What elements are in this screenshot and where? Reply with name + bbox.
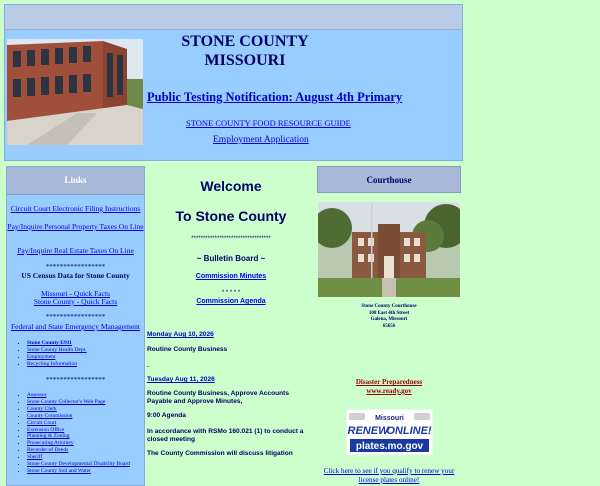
date-label: Monday Aug 10, 2026 bbox=[147, 331, 214, 338]
list-item bbox=[27, 454, 130, 461]
agenda-text-4: In accordance with RSMo 160.021 (1) to conduct a closed meeting bbox=[147, 428, 304, 443]
courthouse-photo bbox=[318, 202, 460, 297]
missouri-quick-facts-link[interactable]: Missouri - Quick Facts bbox=[41, 289, 110, 298]
disaster-preparedness bbox=[317, 378, 461, 396]
e911-link[interactable]: Stone County E911 bbox=[27, 340, 72, 346]
emergency-item bbox=[7, 322, 144, 331]
courthouse-address bbox=[317, 304, 461, 330]
employment-link[interactable]: Employment bbox=[27, 353, 56, 360]
agenda-text-1: Routine County Business bbox=[147, 346, 228, 353]
county-clerk-link[interactable]: County Clerk bbox=[27, 405, 57, 412]
address-street: 108 East 4th Street bbox=[368, 310, 410, 316]
county-commission-link[interactable]: County Commission bbox=[27, 412, 73, 419]
links-heading: Links bbox=[7, 167, 144, 195]
real-estate-tax-item bbox=[7, 246, 144, 255]
bulletin-board-heading: ~ Bulletin Board ~ bbox=[196, 254, 266, 263]
real-estate-tax-link[interactable]: Pay/Inquire Real Estate Taxes On Line bbox=[17, 246, 134, 255]
primary-notice-link[interactable]: Public Testing Notification: August 4th Primary bbox=[147, 90, 403, 104]
minutes-item bbox=[147, 273, 315, 280]
title-line-2: MISSOURI bbox=[204, 52, 286, 69]
emergency-management-link[interactable]: Federal and State Emergency Management bbox=[11, 322, 140, 331]
soil-water-link[interactable]: Stone County Soil and Water bbox=[27, 467, 91, 474]
health-dept-link[interactable]: Stone County Health Dept. bbox=[27, 346, 87, 353]
logo-online-text: ONLINE! bbox=[386, 425, 432, 437]
list-item bbox=[27, 392, 130, 399]
list-item bbox=[27, 420, 130, 427]
address-city: Galena, Missouri bbox=[370, 317, 408, 322]
divider-stars: ***************** bbox=[45, 313, 106, 321]
list-item bbox=[27, 461, 130, 468]
agenda-text-5: The County Commission will discuss litigation bbox=[147, 450, 293, 457]
header-strip bbox=[5, 5, 462, 30]
emergency-list bbox=[7, 340, 87, 368]
recycling-link[interactable]: Recycling Information bbox=[27, 360, 77, 367]
list-item bbox=[27, 406, 130, 413]
list-item bbox=[27, 354, 87, 361]
divider-stars: ***************** bbox=[45, 263, 106, 271]
address-name: Stone County Courthouse bbox=[361, 304, 417, 309]
list-item bbox=[27, 399, 130, 406]
list-item bbox=[27, 427, 130, 434]
ready-gov-link[interactable]: www.ready.gov bbox=[366, 387, 412, 395]
office-building-photo bbox=[7, 39, 143, 145]
logo-renew-text: RENEW bbox=[347, 425, 389, 437]
welcome-heading: Welcome bbox=[200, 178, 262, 194]
divider-stars: ***************** bbox=[45, 376, 106, 384]
planning-zoning-link[interactable]: Planning & Zoning bbox=[27, 433, 70, 440]
agenda-dot: . bbox=[147, 362, 149, 369]
assessor-link[interactable]: Assessor bbox=[27, 392, 47, 398]
date-label: Tuesday Aug 11, 2026 bbox=[147, 376, 215, 383]
agenda-date-1 bbox=[147, 331, 315, 339]
title-line-1: STONE COUNTY bbox=[181, 33, 309, 50]
agenda-text-2: Routine County Business, Approve Accounts Payable and Approve Minutes, bbox=[147, 390, 290, 405]
agenda-text-3: 9:00 Agenda bbox=[147, 412, 186, 419]
commission-minutes-link[interactable]: Commission Minutes bbox=[195, 273, 267, 280]
address-zip: 65656 bbox=[382, 323, 396, 329]
header-banner bbox=[4, 4, 463, 161]
renew-online-logo[interactable] bbox=[346, 409, 433, 455]
list-item bbox=[27, 413, 130, 420]
list-item bbox=[27, 433, 130, 440]
county-facts-item bbox=[7, 297, 144, 306]
census-heading: US Census Data for Stone County bbox=[21, 271, 130, 280]
efiling-link[interactable]: Circuit Court Electronic Filing Instructions bbox=[10, 204, 141, 213]
personal-property-tax-link[interactable]: Pay/Inquire Personal Property Taxes On Line bbox=[7, 222, 144, 231]
logo-url-text: plates.mo.gov bbox=[355, 441, 424, 452]
circuit-court-link[interactable]: Circuit Court bbox=[27, 419, 57, 426]
commission-agenda-link[interactable]: Commission Agenda bbox=[196, 298, 266, 305]
personal-tax-item bbox=[7, 222, 144, 231]
efiling-item bbox=[7, 204, 144, 213]
bulletin-column bbox=[147, 166, 315, 486]
extension-office-link[interactable]: Extension Office bbox=[27, 426, 65, 433]
county-quick-facts-link[interactable]: Stone County - Quick Facts bbox=[33, 297, 118, 306]
food-resource-guide-link[interactable]: STONE COUNTY FOOD RESOURCE GUIDE bbox=[186, 118, 351, 128]
renew-plates-item bbox=[317, 467, 461, 484]
prosecuting-attorney-link[interactable]: Prosecuting Attorney bbox=[27, 440, 74, 447]
recorder-of-deeds-link[interactable]: Recorder of Deeds bbox=[27, 447, 69, 454]
collector-link[interactable]: Stone County Collector's Web Page bbox=[27, 398, 106, 405]
agenda-item bbox=[147, 298, 315, 305]
list-item bbox=[27, 347, 87, 354]
county-title bbox=[155, 32, 335, 70]
courthouse-heading: Courthouse bbox=[317, 166, 461, 193]
star-divider: ********************************** bbox=[191, 236, 271, 242]
list-item bbox=[27, 447, 130, 454]
list-item bbox=[27, 340, 87, 347]
sheriff-link[interactable]: Sheriff bbox=[27, 454, 43, 461]
office-list bbox=[7, 392, 130, 475]
to-county-heading: To Stone County bbox=[175, 208, 287, 224]
employment-application-link[interactable]: Employment Application bbox=[213, 135, 309, 145]
disability-board-link[interactable]: Stone County Developmental Disability Board bbox=[27, 461, 130, 468]
disaster-preparedness-link[interactable]: Disaster Preparedness bbox=[355, 378, 423, 386]
links-panel bbox=[6, 166, 145, 486]
agenda-date-2 bbox=[147, 376, 315, 384]
list-item bbox=[27, 361, 87, 368]
renew-plates-link[interactable]: Click here to see if you qualify to renew your license plates online! bbox=[323, 467, 455, 484]
logo-missouri-text: Missouri bbox=[375, 415, 404, 422]
list-item bbox=[27, 468, 130, 475]
small-star-divider: * * * * * bbox=[221, 290, 241, 296]
